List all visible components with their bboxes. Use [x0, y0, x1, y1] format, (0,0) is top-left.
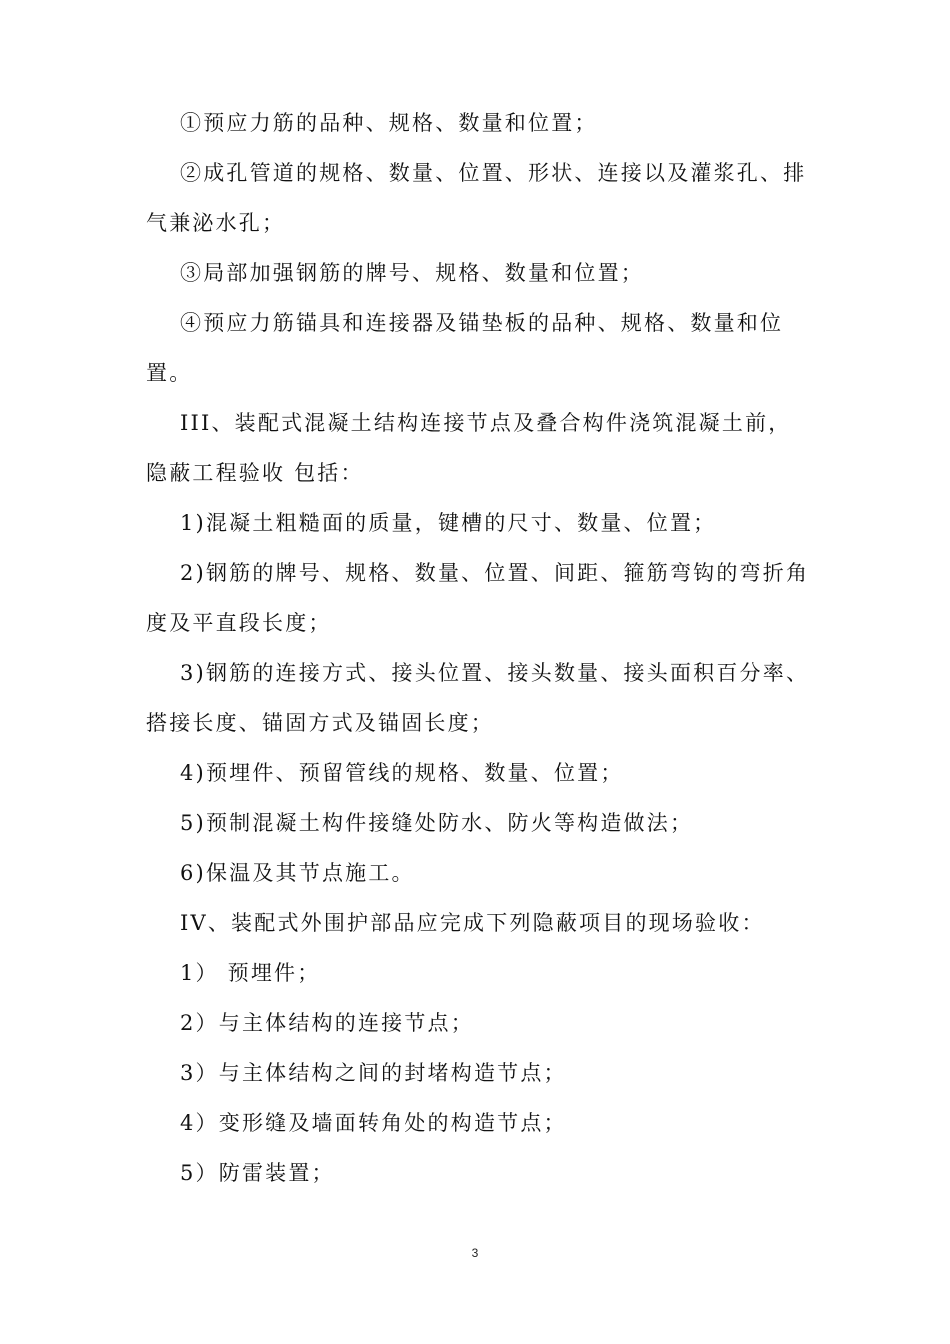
paragraph-item-2: ②成孔管道的规格、数量、位置、形状、连接以及灌浆孔、排气兼泌水孔； — [146, 161, 807, 235]
paragraph-iv-1: 1） 预埋件； — [180, 961, 321, 985]
paragraph-section-iv: IV、装配式外围护部品应完成下列隐蔽项目的现场验收： — [180, 911, 765, 935]
paragraph-iv-3: 3）与主体结构之间的封堵构造节点； — [180, 1061, 567, 1085]
paragraph-iii-4: 4)预埋件、预留管线的规格、数量、位置； — [180, 761, 624, 785]
paragraph-item-1: ①预应力筋的品种、规格、数量和位置； — [180, 111, 598, 135]
page-number: 3 — [471, 1246, 479, 1260]
document-body — [146, 98, 814, 1198]
paragraph-iii-1: 1)混凝土粗糙面的质量，键槽的尺寸、数量、位置； — [180, 511, 717, 535]
paragraph-item-4: ④预应力筋锚具和连接器及锚垫板的品种、规格、数量和位置。 — [146, 311, 784, 385]
paragraph-iii-3: 3)钢筋的连接方式、接头位置、接头数量、接头面积百分率、搭接长度、锚固方式及锚固长度； — [146, 661, 810, 735]
paragraph-iv-4: 4）变形缝及墙面转角处的构造节点； — [180, 1111, 567, 1135]
paragraph-iii-6: 6)保温及其节点施工。 — [180, 861, 415, 885]
paragraph-iv-5: 5）防雷装置； — [180, 1161, 335, 1185]
paragraph-section-iii: III、装配式混凝土结构连接节点及叠合构件浇筑混凝土前，隐蔽工程验收 包括： — [146, 411, 792, 485]
paragraph-iii-5: 5)预制混凝土构件接缝处防水、防火等构造做法； — [180, 811, 694, 835]
paragraph-item-3: ③局部加强钢筋的牌号、规格、数量和位置； — [180, 261, 644, 285]
paragraph-iv-2: 2）与主体结构的连接节点； — [180, 1011, 474, 1035]
paragraph-iii-2: 2)钢筋的牌号、规格、数量、位置、间距、箍筋弯钩的弯折角度及平直段长度； — [146, 561, 810, 635]
